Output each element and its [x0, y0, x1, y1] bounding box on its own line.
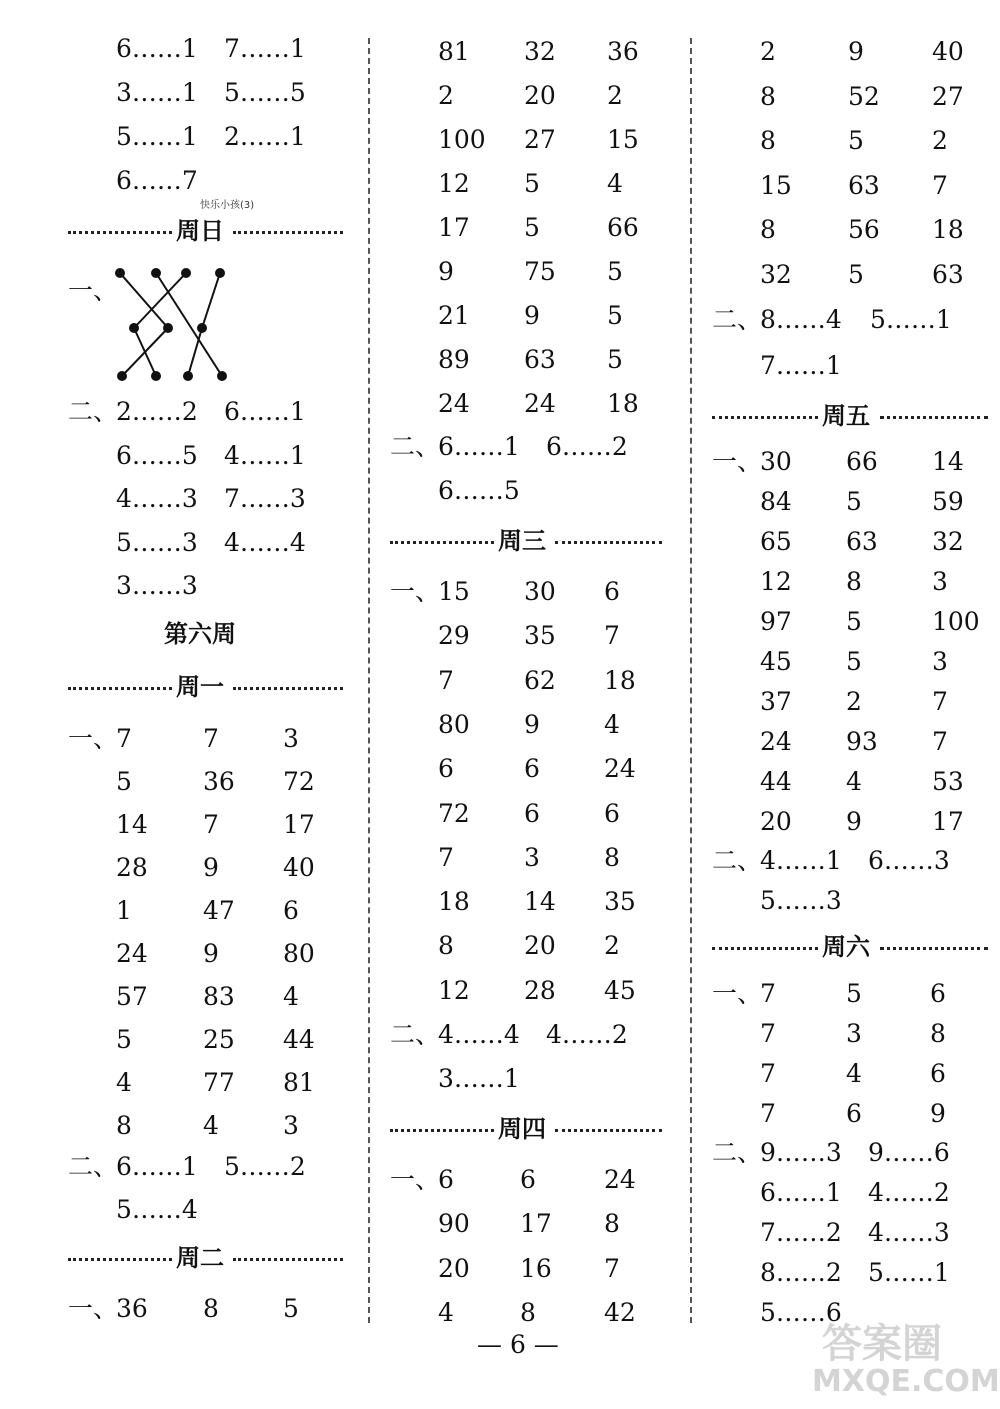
answer-cell: 18 [604, 665, 636, 695]
answer-cell: 80 [283, 939, 315, 968]
answer-cell: 8 [930, 1019, 946, 1048]
answer-cell: 65 [760, 527, 792, 556]
answer-cell: 28 [524, 975, 556, 1005]
answer-cell: 7 [760, 1019, 776, 1048]
section-title: 周二 [176, 1244, 224, 1272]
answer-pair: 6……3 [868, 846, 950, 875]
answer-cell: 40 [932, 37, 964, 66]
answer-cell: 12 [438, 169, 470, 198]
answer-cell: 4 [438, 1297, 454, 1327]
answer-cell: 7 [760, 1099, 776, 1128]
question-label: 二、 [712, 1138, 763, 1167]
answer-cell: 89 [438, 345, 470, 374]
answer-cell: 4 [846, 767, 862, 796]
answer-cell: 8 [846, 567, 862, 596]
answer-cell: 7 [604, 1253, 620, 1283]
answer-cell: 63 [524, 345, 556, 374]
answer-cell: 52 [848, 81, 880, 111]
answer-cell: 6 [438, 754, 454, 784]
answer-cell: 7 [203, 724, 219, 753]
answer-cell: 24 [524, 389, 556, 418]
answer-cell: 32 [524, 37, 556, 66]
answer-pair: 4……2 [546, 1020, 628, 1049]
answer-cell: 80 [438, 709, 470, 739]
answer-cell: 7 [760, 1059, 776, 1088]
answer-cell: 9 [203, 853, 219, 882]
section-title: 周四 [498, 1115, 546, 1143]
answer-cell: 30 [524, 577, 556, 606]
answer-pair: 4……2 [868, 1178, 950, 1207]
answer-pair: 4……3 [116, 484, 198, 513]
answer-cell: 6 [524, 798, 540, 828]
week-title: 第六周 [164, 620, 236, 648]
answer-cell: 17 [520, 1209, 552, 1239]
column-divider-right [690, 38, 692, 1323]
answer-cell: 97 [760, 607, 792, 636]
answer-pair: 6……2 [546, 432, 628, 461]
answer-pair: 5……1 [116, 122, 198, 151]
answer-pair: 5……2 [224, 1152, 306, 1181]
answer-cell: 93 [846, 727, 878, 756]
answer-cell: 6 [283, 896, 299, 925]
answer-cell: 1 [116, 896, 132, 925]
answer-cell: 8 [760, 81, 776, 111]
answer-cell: 5 [846, 979, 862, 1008]
question-label: 二、 [68, 397, 119, 426]
answer-cell: 5 [116, 1025, 132, 1054]
answer-pair: 8……2 [760, 1258, 842, 1287]
answer-cell: 7 [760, 979, 776, 1008]
answer-cell: 3 [846, 1019, 862, 1048]
answer-cell: 56 [848, 215, 880, 245]
answer-cell: 24 [604, 754, 636, 784]
answer-cell: 20 [760, 807, 792, 836]
answer-cell: 6 [524, 754, 540, 784]
answer-cell: 5 [524, 213, 540, 242]
answer-cell: 66 [846, 447, 878, 476]
answer-cell: 7 [438, 842, 454, 872]
answer-cell: 36 [607, 37, 639, 66]
answer-cell: 2 [846, 687, 862, 716]
answer-pair: 6……5 [116, 441, 198, 470]
answer-cell: 4 [604, 709, 620, 739]
answer-pair: 5……3 [116, 528, 198, 557]
answer-pair: 3……3 [116, 571, 198, 600]
matching-lines-diagram [110, 264, 240, 384]
answer-cell: 9 [203, 939, 219, 968]
section-header-thursday [390, 1114, 662, 1144]
answer-cell: 24 [760, 727, 792, 756]
question-label: 二、 [712, 305, 763, 334]
answer-pair: 4……1 [760, 846, 842, 875]
answer-cell: 5 [283, 1294, 299, 1323]
answer-cell: 8 [604, 842, 620, 872]
answer-cell: 3 [283, 1111, 299, 1140]
answer-cell: 47 [203, 896, 235, 925]
question-label: 一、 [68, 276, 119, 305]
answer-pair: 4……3 [868, 1218, 950, 1247]
answer-cell: 15 [607, 125, 639, 154]
answer-pair: 8……4 [760, 305, 842, 334]
answer-cell: 15 [760, 170, 792, 200]
answer-cell: 3 [524, 842, 540, 872]
answer-pair: 2……1 [224, 122, 306, 151]
answer-cell: 8 [520, 1297, 536, 1327]
answer-cell: 14 [116, 810, 148, 839]
answer-cell: 20 [524, 931, 556, 961]
answer-pair: 4……4 [224, 528, 306, 557]
answer-pair: 4……1 [224, 441, 306, 470]
question-label: 一、 [712, 979, 763, 1008]
answer-cell: 2 [604, 931, 620, 961]
answer-cell: 30 [760, 447, 792, 476]
watermark-url: MXQE.COM [812, 1364, 1000, 1399]
answer-cell: 6 [520, 1165, 536, 1194]
answer-cell: 5 [846, 647, 862, 676]
answer-cell: 4 [203, 1111, 219, 1140]
answer-cell: 18 [932, 215, 964, 245]
answer-cell: 90 [438, 1209, 470, 1239]
question-label: 二、 [68, 1152, 119, 1181]
handwritten-note: 快乐小孩(3) [200, 200, 255, 211]
answer-cell: 36 [203, 767, 235, 796]
section-title: 周三 [498, 527, 546, 555]
answer-cell: 72 [283, 767, 315, 796]
answer-pair: 9……6 [868, 1138, 950, 1167]
answer-cell: 3 [283, 724, 299, 753]
answer-pair: 5……1 [868, 1258, 950, 1287]
answer-cell: 8 [760, 215, 776, 245]
answer-cell: 84 [760, 487, 792, 516]
section-title: 周六 [822, 933, 870, 961]
answer-pair: 5……4 [116, 1195, 198, 1224]
question-label: 一、 [712, 447, 763, 476]
answer-pair: 9……3 [760, 1138, 842, 1167]
answer-cell: 75 [524, 257, 556, 286]
answer-cell: 5 [848, 126, 864, 156]
answer-pair: 7……1 [760, 351, 842, 380]
answer-cell: 8 [203, 1294, 219, 1323]
answer-pair: 6……1 [116, 34, 198, 63]
answer-cell: 83 [203, 982, 235, 1011]
answer-cell: 12 [760, 567, 792, 596]
answer-cell: 6 [930, 979, 946, 1008]
answer-cell: 8 [438, 931, 454, 961]
answer-cell: 100 [438, 125, 486, 154]
section-title: 周五 [822, 402, 870, 430]
answer-cell: 63 [848, 170, 880, 200]
answer-cell: 14 [932, 447, 964, 476]
answer-cell: 44 [760, 767, 792, 796]
answer-cell: 7 [604, 621, 620, 651]
answer-pair: 6……1 [760, 1178, 842, 1207]
answer-cell: 7 [116, 724, 132, 753]
answer-cell: 27 [932, 81, 964, 111]
section-header-friday [712, 401, 988, 431]
answer-cell: 42 [604, 1297, 636, 1327]
answer-pair: 7……1 [224, 34, 306, 63]
answer-cell: 45 [760, 647, 792, 676]
answer-pair: 6……1 [224, 397, 306, 426]
answer-cell: 8 [604, 1209, 620, 1239]
answer-cell: 27 [524, 125, 556, 154]
answer-pair: 4……4 [438, 1020, 520, 1049]
answer-cell: 59 [932, 487, 964, 516]
answer-cell: 17 [283, 810, 315, 839]
answer-cell: 7 [203, 810, 219, 839]
answer-cell: 8 [116, 1111, 132, 1140]
answer-cell: 7 [438, 665, 454, 695]
answer-cell: 37 [760, 687, 792, 716]
answer-cell: 9 [524, 301, 540, 330]
answer-cell: 9 [524, 709, 540, 739]
answer-pair: 6……7 [116, 166, 198, 195]
answer-cell: 3 [932, 647, 948, 676]
answer-cell: 63 [932, 260, 964, 289]
answer-pair: 5……6 [760, 1298, 842, 1327]
answer-cell: 36 [116, 1294, 148, 1323]
page-number: — 6 — [477, 1330, 559, 1359]
answer-cell: 40 [283, 853, 315, 882]
answer-cell: 5 [846, 607, 862, 636]
answer-cell: 5 [607, 345, 623, 374]
section-header-saturday [712, 932, 988, 962]
answer-pair: 3……1 [438, 1064, 520, 1093]
answer-cell: 6 [604, 577, 620, 606]
answer-cell: 21 [438, 301, 470, 330]
answer-cell: 5 [848, 260, 864, 289]
answer-cell: 45 [604, 975, 636, 1005]
question-label: 一、 [390, 577, 441, 606]
answer-cell: 62 [524, 665, 556, 695]
answer-cell: 57 [116, 982, 148, 1011]
answer-cell: 53 [932, 767, 964, 796]
section-header-tuesday [68, 1243, 343, 1273]
section-title: 周一 [176, 673, 224, 701]
answer-cell: 35 [604, 887, 636, 917]
answer-cell: 66 [607, 213, 639, 242]
answer-cell: 9 [438, 257, 454, 286]
answer-cell: 9 [846, 807, 862, 836]
section-title: 周日 [176, 217, 224, 245]
answer-cell: 81 [283, 1068, 315, 1097]
answer-cell: 100 [932, 607, 980, 636]
answer-cell: 2 [438, 81, 454, 110]
answer-cell: 2 [760, 37, 776, 66]
answer-cell: 7 [932, 727, 948, 756]
answer-cell: 5 [607, 301, 623, 330]
answer-cell: 24 [438, 389, 470, 418]
answer-pair: 6……1 [438, 432, 520, 461]
answer-cell: 16 [520, 1253, 552, 1283]
answer-pair: 5……1 [870, 305, 952, 334]
answer-cell: 9 [848, 37, 864, 66]
answer-cell: 32 [760, 260, 792, 289]
answer-cell: 32 [932, 527, 964, 556]
answer-pair: 7……2 [760, 1218, 842, 1247]
answer-cell: 72 [438, 798, 470, 828]
answer-cell: 17 [438, 213, 470, 242]
answer-cell: 5 [524, 169, 540, 198]
answer-cell: 24 [116, 939, 148, 968]
answer-cell: 15 [438, 577, 470, 606]
answer-cell: 18 [607, 389, 639, 418]
answer-cell: 18 [438, 887, 470, 917]
answer-cell: 29 [438, 621, 470, 651]
answer-pair: 2……2 [116, 397, 198, 426]
answer-cell: 5 [607, 257, 623, 286]
answer-cell: 4 [116, 1068, 132, 1097]
section-header-sunday [68, 216, 343, 246]
watermark-logo: 答案圈 [822, 1321, 942, 1367]
answer-cell: 12 [438, 975, 470, 1005]
question-label: 二、 [390, 1020, 441, 1049]
question-label: 一、 [68, 1294, 119, 1323]
answer-cell: 24 [604, 1165, 636, 1194]
answer-cell: 63 [846, 527, 878, 556]
question-label: 一、 [68, 724, 119, 753]
answer-cell: 8 [760, 126, 776, 156]
answer-pair: 3……1 [116, 78, 198, 107]
answer-cell: 6 [930, 1059, 946, 1088]
answer-cell: 20 [438, 1253, 470, 1283]
answer-pair: 7……3 [224, 484, 306, 513]
answer-cell: 2 [932, 126, 948, 156]
answer-cell: 6 [846, 1099, 862, 1128]
answer-pair: 6……5 [438, 476, 520, 505]
answer-cell: 81 [438, 37, 470, 66]
answer-cell: 5 [116, 767, 132, 796]
answer-cell: 28 [116, 853, 148, 882]
answer-cell: 5 [846, 487, 862, 516]
answer-pair: 5……5 [224, 78, 306, 107]
answer-cell: 3 [932, 567, 948, 596]
answer-cell: 9 [930, 1099, 946, 1128]
answer-cell: 6 [604, 798, 620, 828]
column-divider-left [368, 38, 370, 1323]
answer-cell: 20 [524, 81, 556, 110]
answer-cell: 2 [607, 81, 623, 110]
answer-cell: 4 [607, 169, 623, 198]
question-label: 二、 [712, 846, 763, 875]
answer-cell: 44 [283, 1025, 315, 1054]
answer-cell: 6 [438, 1165, 454, 1194]
answer-cell: 7 [932, 170, 948, 200]
section-header-wednesday [390, 526, 662, 556]
answer-cell: 4 [283, 982, 299, 1011]
answer-pair: 6……1 [116, 1152, 198, 1181]
answer-cell: 25 [203, 1025, 235, 1054]
answer-cell: 17 [932, 807, 964, 836]
answer-cell: 4 [846, 1059, 862, 1088]
question-label: 一、 [390, 1165, 441, 1194]
answer-cell: 7 [932, 687, 948, 716]
answer-cell: 35 [524, 621, 556, 651]
answer-cell: 14 [524, 887, 556, 917]
answer-cell: 77 [203, 1068, 235, 1097]
section-header-monday [68, 672, 343, 702]
question-label: 二、 [390, 432, 441, 461]
answer-pair: 5……3 [760, 886, 842, 915]
